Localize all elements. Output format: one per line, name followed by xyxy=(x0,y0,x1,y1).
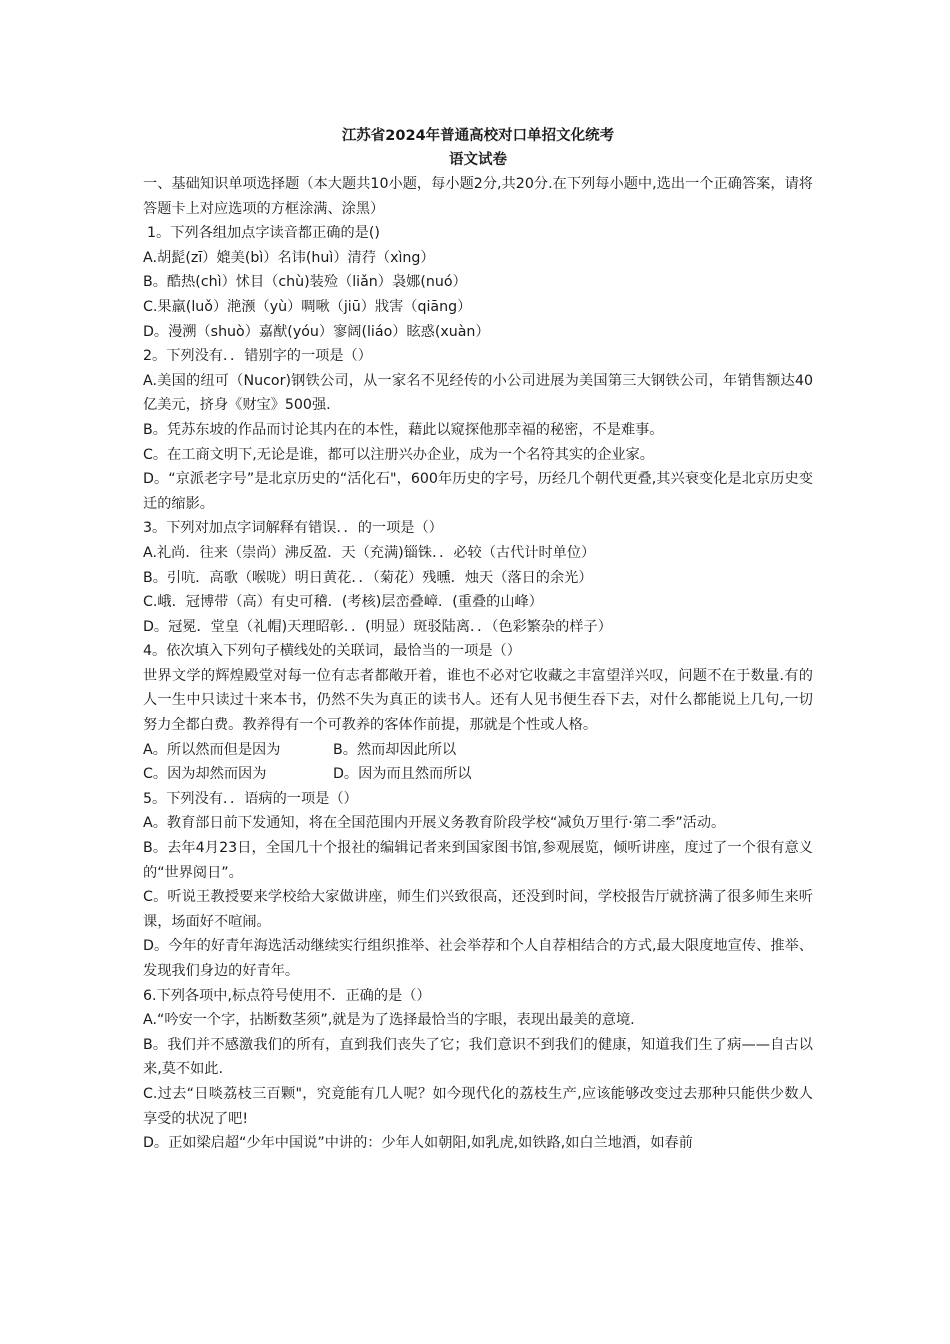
question-option: A。教育部日前下发通知，将在全国范围内开展义务教育阶段学校“减负万里行·第二季”活动。 xyxy=(143,815,726,832)
question-option: C.峨．冠博带（高）有史可稽．(考核)层峦叠嶂．(重叠的山峰） xyxy=(143,594,543,611)
question-option: B。引吭．高歌（喉咙）明日黄花．．（菊花）残曛．烛天（落日的余光） xyxy=(143,569,593,586)
question-option: A.“吟安一个字，拈断数茎须”,就是为了选择最恰当的字眼，表现出最美的意境. xyxy=(143,1012,635,1029)
question-option: D。正如梁启超“少年中国说”中讲的：少年人如朝阳,如乳虎,如铁路,如白兰地酒，如春前 xyxy=(143,1135,693,1152)
option-row xyxy=(143,738,813,763)
question-option: C。听说王教授要来学校给大家做讲座，师生们兴致很高，还没到时间，学校报告厅就挤满了很多师生来听课，场面好不喧闹。 xyxy=(143,889,813,930)
question-passage: 世界文学的辉煌殿堂对每一位有志者都敞开着，谁也不必对它收藏之丰富望洋兴叹，问题不在于数量.有的人一生中只读过十来本书，仍然不失为真正的读书人。还有人见书便生吞下去，对什么都能说上几句,一切努力全都白费。教养得有一个可教养的客体作前提，那就是个性或人格。 xyxy=(143,667,813,734)
question-stem: 5。下列没有．．语病的一项是（） xyxy=(143,790,358,807)
question-option: B。酷热(chì）怵目（chù)装殓（liǎn）袅娜(nuó） xyxy=(143,274,467,291)
option-row xyxy=(143,762,813,787)
question-option: D。今年的好青年海选活动继续实行组织推举、社会举荐和个人自荐相结合的方式,最大限度地宣传、推举、发现我们身边的好青年。 xyxy=(143,938,813,979)
question-option: C。在工商文明下,无论是谁，都可以注册兴办企业，成为一个名符其实的企业家。 xyxy=(143,446,654,463)
question-option: B。然而却因此所以 xyxy=(333,741,457,758)
question-option: D。冠冕．堂皇（礼帽)天理昭彰．．(明显）斑驳陆离．．（色彩繁杂的样子） xyxy=(143,618,612,635)
question-stem: 3。下列对加点字词解释有错误．．的一项是（） xyxy=(143,520,443,537)
question-option: D。因为而且然而所以 xyxy=(333,766,472,783)
question-option: A.胡髭(zī）媲美(bì）名讳(huì）清荇（xìng） xyxy=(143,249,435,266)
question-option: B。去年4月23日，全国几十个报社的编辑记者来到国家图书馆,参观展览，倾听讲座，度过了一个很有意义的“世界阅日”。 xyxy=(143,840,813,881)
question-option: A.美国的纽可（Nucor)钢铁公司，从一家名不见经传的小公司进展为美国第三大钢铁公司，年销售额达40亿美元，挤身《财宝》500强. xyxy=(143,372,813,414)
question-option: B。我们并不感激我们的所有，直到我们丧失了它；我们意识不到我们的健康，知道我们生了病——自古以来,莫不如此. xyxy=(143,1036,813,1078)
question-stem: 6.下列各项中,标点符号使用不．正确的是（） xyxy=(143,987,431,1004)
question-option: D。“京派老字号”是北京历史的“活化石"，600年历史的字号，历经几个朝代更叠,其兴衰变化是北京历史变迁的缩影。 xyxy=(143,471,813,512)
question-option: C.过去“日啖荔枝三百颗"，究竟能有几人呢？如今现代化的荔枝生产,应该能够改变过去那种只能供少数人享受的状况了吧! xyxy=(143,1085,813,1127)
section-heading: 一、基础知识单项选择题（本大题共10小题，每小题2分,共20分.在下列每小题中,选出一个正确答案，请将答题卡上对应选项的方框涂满、涂黑） xyxy=(143,176,813,217)
question-option: C.果羸(luǒ）滟滪（yù）啁啾（jiū）戕害（qiāng） xyxy=(143,298,472,315)
question-stem: 1。下列各组加点字读音都正确的是() xyxy=(147,225,380,242)
question-option: B。凭苏东坡的作品而讨论其内在的本性，藉此以窥探他那幸福的秘密，不是难事。 xyxy=(143,421,664,438)
question-stem: 4。依次填入下列句子横线处的关联词，最恰当的一项是（） xyxy=(143,643,521,660)
question-option: C。因为却然而因为 xyxy=(143,766,267,783)
exam-title: 江苏省2024年普通高校对口单招文化统考 xyxy=(341,128,615,144)
question-option: D。漫溯（shuò）嘉猷(yóu）寥阔(liáo）眩惑(xuàn） xyxy=(143,323,490,340)
exam-content xyxy=(143,124,813,1156)
question-option: A。所以然而但是因为 xyxy=(143,741,281,758)
question-option: A.礼尚．往来（崇尚）沸反盈．天（充满)锱铢．．必较（古代计时单位） xyxy=(143,544,596,561)
exam-subtitle: 语文试卷 xyxy=(449,152,507,168)
question-stem: 2。下列没有．．错别字的一项是（） xyxy=(143,348,372,365)
